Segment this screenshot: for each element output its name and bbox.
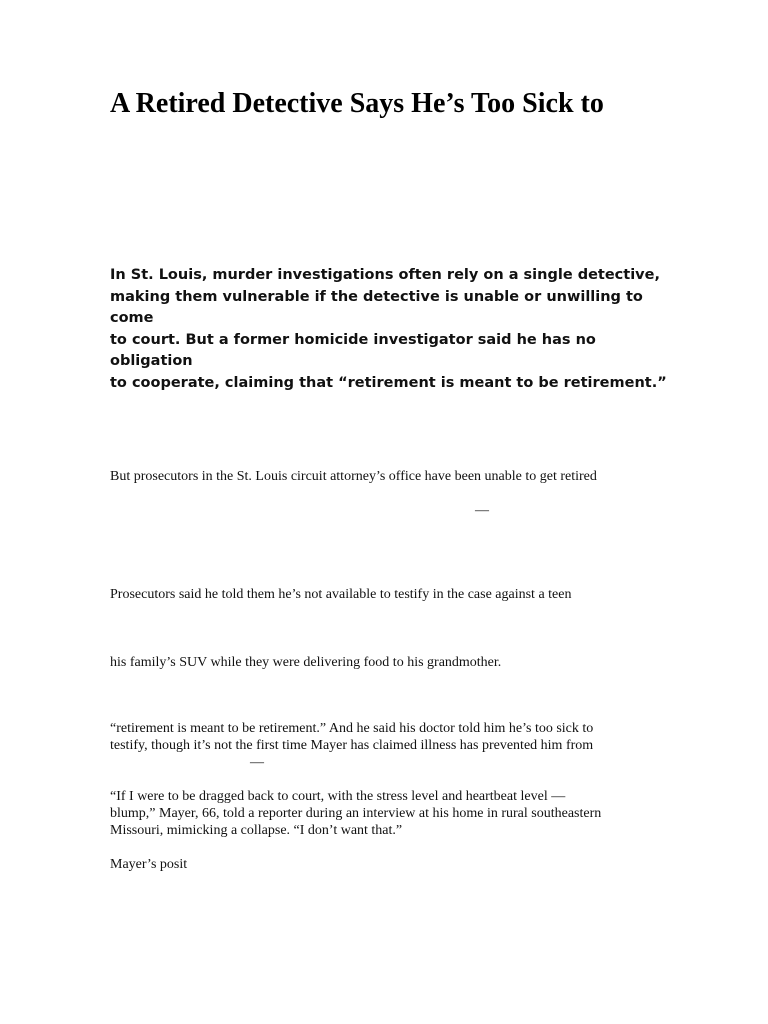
lede-line: In St. Louis, murder investigations often rely on a single detective, bbox=[110, 267, 660, 283]
paragraph-2: Prosecutors said he told them he’s not available to testify in the case against a teen bbox=[110, 587, 572, 602]
paragraph-3: his family’s SUV while they were delivering food to his grandmother. bbox=[110, 655, 502, 670]
paragraph-5-line-1: “If I were to be dragged back to court, with the stress level and heartbeat level — bbox=[110, 789, 566, 804]
paragraph-6: Mayer’s posit bbox=[110, 857, 188, 872]
em-dash-2: — bbox=[250, 755, 264, 770]
lede-line: to cooperate, claiming that “retirement is meant to be retirement.” bbox=[110, 374, 667, 391]
paragraph-4-line-2: testify, though it’s not the first time Mayer has claimed illness has prevented him from bbox=[110, 738, 594, 753]
article-lede bbox=[110, 265, 670, 394]
article-title: A Retired Detective Says He’s Too Sick to bbox=[110, 88, 604, 119]
paragraph-5-line-2: blump,” Mayer, 66, told a reporter during an interview at his home in rural southeastern bbox=[110, 806, 602, 821]
paragraph-4-line-1: “retirement is meant to be retirement.” And he said his doctor told him he’s too sick to bbox=[110, 721, 594, 736]
em-dash-1: — bbox=[475, 503, 489, 518]
paragraph-5-line-3: Missouri, mimicking a collapse. “I don’t want that.” bbox=[110, 823, 403, 838]
lede-line: making them vulnerable if the detective is unable or unwilling to come bbox=[110, 288, 643, 326]
lede-line: to court. But a former homicide investigator said he has no obligation bbox=[110, 331, 596, 369]
paragraph-1: But prosecutors in the St. Louis circuit attorney’s office have been unable to get retired bbox=[110, 469, 597, 484]
